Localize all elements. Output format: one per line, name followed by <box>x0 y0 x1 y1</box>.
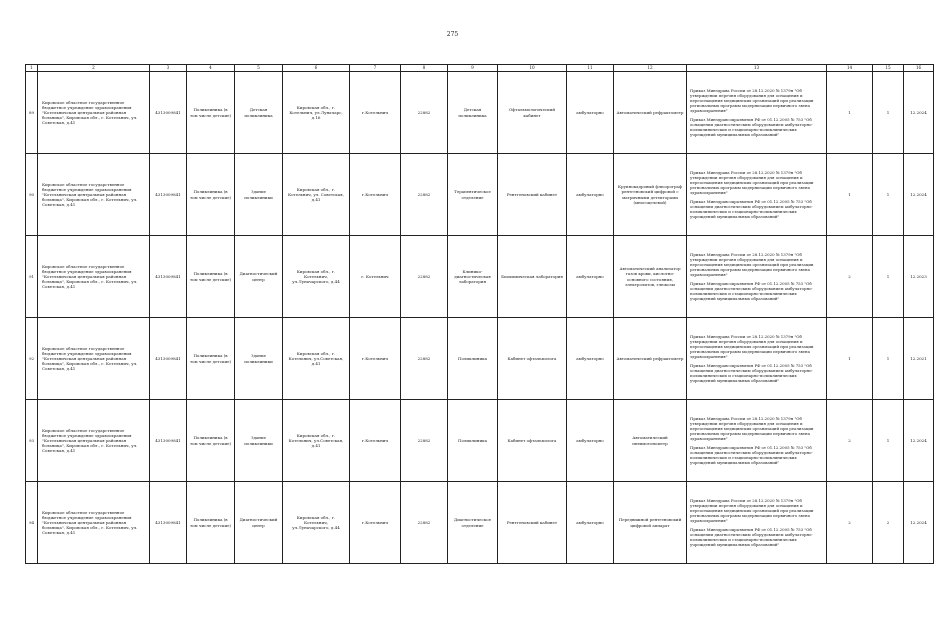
code-cell: 22882 <box>401 236 448 318</box>
column-number: 15 <box>873 65 904 72</box>
address-cell: Кировская обл., г. Котельнич, ул.Советская, д.41 <box>283 318 350 400</box>
legal-basis-order-1379n: Приказ Минздрава России от 28.12.2020 № 1379н "Об утверждении перечня оборудования для оснащения и переоснащения медицинских организаций при реализации региональных программ модернизации первичного звена здравоохранения" <box>690 416 814 441</box>
column-number: 8 <box>401 65 448 72</box>
care-type-cell: амбулаторно <box>567 318 614 400</box>
population-cell: Поликлиника (в том числе детские) <box>187 236 235 318</box>
qty-needed-cell: 1 <box>827 154 873 236</box>
date-cell: 12.2021 <box>904 318 934 400</box>
column-number: 1 <box>26 65 38 72</box>
equipment-cell: Крупнокадровый флюорограф рентгеновский цифровой с матричными детекторами (многоцелевой) <box>614 154 687 236</box>
row-number: 94 <box>26 482 38 564</box>
inn-cell: 4313009841 <box>150 482 187 564</box>
inn-cell: 4313009841 <box>150 72 187 154</box>
legal-basis-order-1379n: Приказ Минздрава России от 28.12.2020 № 1379н "Об утверждении перечня оборудования для оснащения и переоснащения медицинских организаций при реализации региональных программ модернизации первичного звена здравоохранения" <box>690 170 814 195</box>
legal-basis-order-753: Приказ Минздравсоцразвития РФ от 01.12.2005 № 753 "Об оснащении диагностическим оборудованием амбулаторно-поликлинических и стационарно-поликлинических учреждений муниципальных образований" <box>690 363 813 383</box>
care-type-cell: амбулаторно <box>567 72 614 154</box>
unit-cell: Детская поликлиника <box>235 72 283 154</box>
department-cell: Поликлиника <box>448 318 498 400</box>
address-cell: Кировская обл., г. Котельнич, ул.Луначарс, д.16 <box>283 72 350 154</box>
table-row <box>26 72 934 154</box>
equipment-register-table <box>25 64 934 564</box>
city-cell: г.Котельнич <box>350 400 401 482</box>
column-number: 7 <box>350 65 401 72</box>
legal-basis-order-753: Приказ Минздравсоцразвития РФ от 01.12.2005 № 753 "Об оснащении диагностическим оборудованием амбулаторно-поликлинических и стационарно-поликлинических учреждений муниципальных образований" <box>690 117 813 137</box>
care-type-cell: амбулаторно <box>567 482 614 564</box>
population-cell: Поликлиника (в том числе детские) <box>187 482 235 564</box>
care-type-cell: амбулаторно <box>567 400 614 482</box>
equipment-cell: Автоматический рефрактометр <box>614 72 687 154</box>
legal-basis-order-1379n: Приказ Минздрава России от 28.12.2020 № 1379н "Об утверждении перечня оборудования для оснащения и переоснащения медицинских организаций при реализации региональных программ модернизации первичного звена здравоохранения" <box>690 498 814 523</box>
legal-basis-cell <box>687 318 827 400</box>
date-cell: 12.2024 <box>904 72 934 154</box>
legal-basis-order-1379n: Приказ Минздрава России от 28.12.2020 № 1379н "Об утверждении перечня оборудования для оснащения и переоснащения медицинских организаций при реализации региональных программ модернизации первичного звена здравоохранения" <box>690 252 814 277</box>
room-cell: Офтальмологический кабинет <box>498 72 567 154</box>
room-cell: Рентгеновский кабинет <box>498 482 567 564</box>
legal-basis-order-753: Приказ Минздравсоцразвития РФ от 01.12.2005 № 753 "Об оснащении диагностическим оборудованием амбулаторно-поликлинических и стационарно-поликлинических учреждений муниципальных образований" <box>690 199 813 219</box>
unit-cell: Диагностический центр <box>235 482 283 564</box>
legal-basis-cell <box>687 400 827 482</box>
equipment-cell: Автоматический пневмотонометр <box>614 400 687 482</box>
table-row <box>26 236 934 318</box>
qty-needed-cell: 2 <box>827 482 873 564</box>
column-number: 4 <box>187 65 235 72</box>
organization-cell: Кировское областное государственное бюджетное учреждение здравоохранения "Котельничская центральная районная больница", Кировская обл., г. Котельнич, ул. Советская, д.41 <box>38 154 150 236</box>
code-cell: 22882 <box>401 318 448 400</box>
room-cell: Кабинет офтальмолога <box>498 318 567 400</box>
population-cell: Поликлиника (в том числе детские) <box>187 72 235 154</box>
department-cell: Клинико-диагностическая лаборатория <box>448 236 498 318</box>
organization-cell: Кировское областное государственное бюджетное учреждение здравоохранения "Котельничская центральная районная больница", Кировская обл., г. Котельнич, ул. Советская, д.41 <box>38 482 150 564</box>
table-row <box>26 318 934 400</box>
organization-cell: Кировское областное государственное бюджетное учреждение здравоохранения "Котельничская центральная районная больница", Кировская обл., г. Котельнич, ул. Советская, д.41 <box>38 318 150 400</box>
page-number: 275 <box>446 31 459 38</box>
date-cell: 12.2024 <box>904 482 934 564</box>
row-number: 93 <box>26 400 38 482</box>
care-type-cell: амбулаторно <box>567 154 614 236</box>
code-cell: 22882 <box>401 154 448 236</box>
city-cell: г.Котельнич <box>350 482 401 564</box>
qty-needed-cell: 2 <box>827 400 873 482</box>
column-number: 5 <box>235 65 283 72</box>
qty-planned-cell: 1 <box>873 72 904 154</box>
column-number: 3 <box>150 65 187 72</box>
address-cell: Кировская обл., г. Котельнич, ул.Луначарского, д.44 <box>283 236 350 318</box>
legal-basis-order-1379n: Приказ Минздрава России от 28.12.2020 № 1379н "Об утверждении перечня оборудования для оснащения и переоснащения медицинских организаций при реализации региональных программ модернизации первичного звена здравоохранения" <box>690 334 814 359</box>
room-cell: Рентгеновский кабинет <box>498 154 567 236</box>
table-row <box>26 154 934 236</box>
row-number: 89 <box>26 72 38 154</box>
column-number: 9 <box>448 65 498 72</box>
unit-cell: Здание поликлиники <box>235 154 283 236</box>
city-cell: г. Котельнич <box>350 236 401 318</box>
address-cell: Кировская обл., г. Котельнич, ул.Луначарского, д.44 <box>283 482 350 564</box>
inn-cell: 4313009841 <box>150 318 187 400</box>
unit-cell: Здание поликлиники <box>235 318 283 400</box>
room-cell: Кабинет офтальмолога <box>498 400 567 482</box>
city-cell: г.Котельнич <box>350 154 401 236</box>
qty-planned-cell: 1 <box>873 236 904 318</box>
qty-planned-cell: 1 <box>873 154 904 236</box>
row-number: 92 <box>26 318 38 400</box>
table-row <box>26 482 934 564</box>
population-cell: Поликлиника (в том числе детские) <box>187 154 235 236</box>
population-cell: Поликлиника (в том числе детские) <box>187 400 235 482</box>
qty-needed-cell: 2 <box>827 236 873 318</box>
legal-basis-order-753: Приказ Минздравсоцразвития РФ от 01.12.2005 № 753 "Об оснащении диагностическим оборудованием амбулаторно-поликлинических и стационарно-поликлинических учреждений муниципальных образований" <box>690 281 813 301</box>
care-type-cell: амбулаторно <box>567 236 614 318</box>
code-cell: 22882 <box>401 400 448 482</box>
qty-needed-cell: 1 <box>827 72 873 154</box>
department-cell: Детская поликлиника <box>448 72 498 154</box>
city-cell: г.Котельнич <box>350 318 401 400</box>
legal-basis-cell <box>687 72 827 154</box>
qty-planned-cell: 2 <box>873 482 904 564</box>
column-number: 6 <box>283 65 350 72</box>
column-number: 16 <box>904 65 934 72</box>
legal-basis-order-1379n: Приказ Минздрава России от 28.12.2020 № 1379н "Об утверждении перечня оборудования для оснащения и переоснащения медицинских организаций при реализации региональных программ модернизации первичного звена здравоохранения" <box>690 88 814 113</box>
inn-cell: 4313009841 <box>150 236 187 318</box>
department-cell: Терапевтическое отделение <box>448 154 498 236</box>
legal-basis-cell <box>687 482 827 564</box>
row-number: 90 <box>26 154 38 236</box>
date-cell: 12.2024 <box>904 154 934 236</box>
equipment-cell: Автоматический рефрактометр <box>614 318 687 400</box>
inn-cell: 4313009841 <box>150 400 187 482</box>
column-number: 2 <box>38 65 150 72</box>
equipment-cell: Передвижной рентгеновский цифровой аппарат <box>614 482 687 564</box>
city-cell: г.Котельнич <box>350 72 401 154</box>
table-row <box>26 400 934 482</box>
qty-needed-cell: 1 <box>827 318 873 400</box>
column-number: 12 <box>614 65 687 72</box>
legal-basis-order-753: Приказ Минздравсоцразвития РФ от 01.12.2005 № 753 "Об оснащении диагностическим оборудованием амбулаторно-поликлинических и стационарно-поликлинических учреждений муниципальных образований" <box>690 527 813 547</box>
column-number: 13 <box>687 65 827 72</box>
equipment-cell: Автоматический анализатор газов крови, кислотно-основного состояния, электролитов, глюкозы <box>614 236 687 318</box>
department-cell: Диагностическое отделение <box>448 482 498 564</box>
organization-cell: Кировское областное государственное бюджетное учреждение здравоохранения "Котельничская центральная районная больница", Кировская обл., г. Котельнич, ул. Советская, д.41 <box>38 236 150 318</box>
row-number: 91 <box>26 236 38 318</box>
legal-basis-cell <box>687 236 827 318</box>
organization-cell: Кировское областное государственное бюджетное учреждение здравоохранения "Котельничская центральная районная больница", Кировская обл., г. Котельнич, ул. Советская, д.41 <box>38 400 150 482</box>
column-number: 14 <box>827 65 873 72</box>
unit-cell: Здание поликлиники <box>235 400 283 482</box>
qty-planned-cell: 1 <box>873 400 904 482</box>
qty-planned-cell: 1 <box>873 318 904 400</box>
address-cell: Кировская обл., г. Котельнич, ул. Советская, д.41 <box>283 154 350 236</box>
code-cell: 22882 <box>401 482 448 564</box>
date-cell: 12.2023 <box>904 236 934 318</box>
inn-cell: 4313009841 <box>150 154 187 236</box>
organization-cell: Кировское областное государственное бюджетное учреждение здравоохранения "Котельничская центральная районная больница", Кировская обл., г. Котельнич, ул. Советская, д.41 <box>38 72 150 154</box>
column-number-row <box>26 65 934 72</box>
column-number: 11 <box>567 65 614 72</box>
population-cell: Поликлиника (в том числе детские) <box>187 318 235 400</box>
address-cell: Кировская обл., г. Котельнич, ул.Советская, д.41 <box>283 400 350 482</box>
legal-basis-order-753: Приказ Минздравсоцразвития РФ от 01.12.2005 № 753 "Об оснащении диагностическим оборудованием амбулаторно-поликлинических и стационарно-поликлинических учреждений муниципальных образований" <box>690 445 813 465</box>
column-number: 10 <box>498 65 567 72</box>
code-cell: 22882 <box>401 72 448 154</box>
date-cell: 12.2024 <box>904 400 934 482</box>
unit-cell: Диагностический центр <box>235 236 283 318</box>
legal-basis-cell <box>687 154 827 236</box>
room-cell: Биохимическая лаборатория <box>498 236 567 318</box>
department-cell: Поликлиника <box>448 400 498 482</box>
